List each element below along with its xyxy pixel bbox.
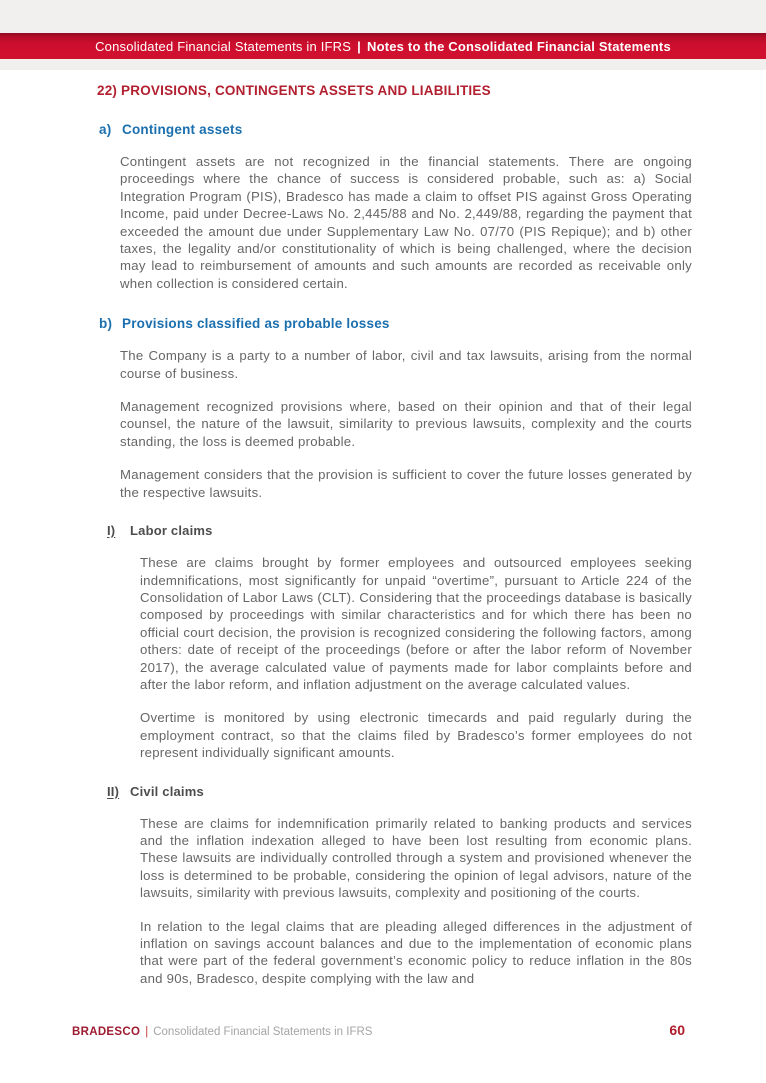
footer-brand: BRADESCO xyxy=(72,1026,141,1038)
paragraph: Contingent assets are not recognized in the financial statements. There are ongoing proceedings where the chance of success is considered probable, such as: a) Social Integration Program (PIS), Bradesco has made a claim to offset PIS against Gross Operating Income, paid under Decree-Laws No. 2,445/88 and No. 2,449/88, regarding the payment that exceeded the amount due under Supplementary Law No. 07/70 (PIS Repique); and b) other taxes, the legality and/or constitutionality of which is being challenged, where the decision may lead to reimbursement of amounts and such amounts are recorded as receivable only when collection is considered certain. xyxy=(120,154,692,291)
footer-doc-title: Consolidated Financial Statements in IFRS xyxy=(153,1026,373,1038)
subsection-label-2: II) xyxy=(107,783,120,799)
header-bar xyxy=(0,33,766,59)
section-heading-a xyxy=(99,122,766,137)
subsection-heading-2-text: Civil claims xyxy=(130,783,204,799)
paragraph: Management considers that the provision is sufficient to cover the future losses generated by the respective lawsuits. xyxy=(120,467,692,500)
paragraph: In relation to the legal claims that are pleading alleged differences in the adjustment of inflation on savings account balances and due to the implementation of economic plans that were part of the federal government’s economic policy to reduce inflation in the 80s and 90s, Bradesco, despite complying with the law and xyxy=(140,918,692,986)
paragraph: These are claims for indemnification primarily related to banking products and services and the inflation indexation alleged to have been lost resulting from economic plans. These lawsuits are individually controlled through a system and provisioned whenever the loss is determined to be probable, considering the opinion of legal advisors, nature of the lawsuits, similarity with previous lawsuits, complexity and positioning of the courts. xyxy=(140,815,692,901)
page-footer xyxy=(72,1022,685,1038)
section-heading-a-text: Contingent assets xyxy=(122,122,243,137)
paragraph: The Company is a party to a number of labor, civil and tax lawsuits, arising from the normal course of business. xyxy=(120,348,692,381)
subsection-label-1: I) xyxy=(107,523,116,539)
page-number: 60 xyxy=(669,1022,685,1038)
section-label-a: a) xyxy=(99,122,112,137)
paragraph: Management recognized provisions where, based on their opinion and that of their legal counsel, the nature of the lawsuit, similarity to previous lawsuits, complexity and the courts standing, the loss is deemed probable. xyxy=(120,399,692,449)
subsection-heading-civil-claims xyxy=(107,784,766,799)
section-heading-b xyxy=(99,316,766,331)
header-left-text: Consolidated Financial Statements in IFRS xyxy=(95,38,352,54)
header-right-text: Notes to the Consolidated Financial Statements xyxy=(366,38,671,54)
header-separator: | xyxy=(357,38,361,54)
subsection-heading-labor-claims xyxy=(107,523,766,538)
paragraph: These are claims brought by former employees and outsourced employees seeking indemnifications, most significantly for unpaid “overtime”, pursuant to Article 224 of the Consolidation of Labor Laws (CLT). Considering that the proceedings database is basically composed by proceedings with similar characteristics and for which there has been no official court decision, the provision is recognized considering the following factors, among others: date of receipt of the proceedings (before or after the labor reform of November 2017), the average calculated value of payments made for labor complaints before and after the labor reform, and inflation adjustment on the average calculated values. xyxy=(140,555,692,692)
subsection-heading-1-text: Labor claims xyxy=(130,523,213,539)
note-title: 22) PROVISIONS, CONTINGENTS ASSETS AND LIABILITIES xyxy=(97,83,491,98)
section-heading-b-text: Provisions classified as probable losses xyxy=(122,316,390,332)
page-content xyxy=(0,70,766,987)
paragraph: Overtime is monitored by using electronic timecards and paid regularly during the employment contract, so that the claims filed by Bradesco’s former employees do not represent individually significant amounts. xyxy=(140,710,692,761)
footer-separator: | xyxy=(145,1026,149,1038)
section-label-b: b) xyxy=(99,316,113,332)
footer-left xyxy=(72,1026,372,1038)
